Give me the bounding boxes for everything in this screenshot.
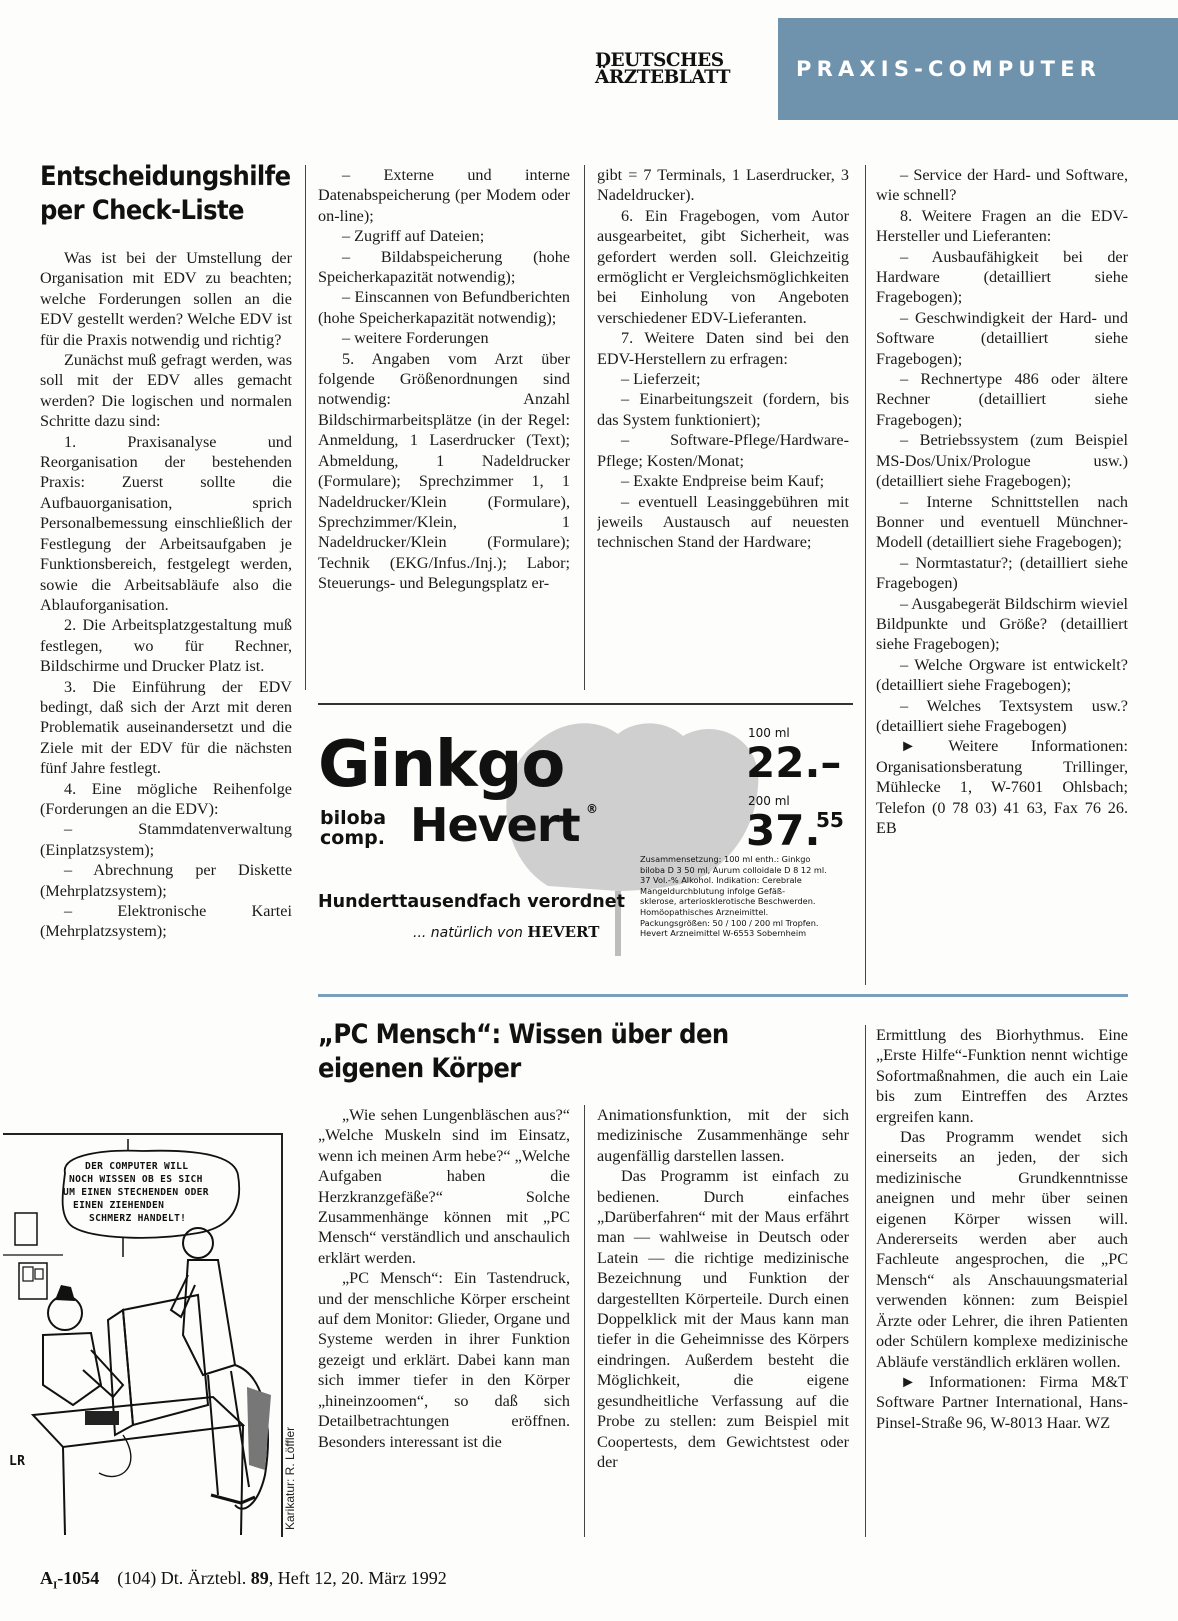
ad-tagline-brand: HEVERT <box>527 923 600 941</box>
ad-slogan: Hunderttausendfach verordnet <box>318 892 625 912</box>
paragraph: – Lieferzeit; <box>621 370 701 389</box>
masthead <box>595 52 763 86</box>
column-rule <box>865 1025 866 1537</box>
paragraph: – Abrechnung per Diskette (Mehrplatzsystem); <box>40 861 292 900</box>
paragraph: 8. Weitere Fragen an die EDV-Hersteller und Lieferanten: <box>876 206 1128 246</box>
speech-bubble-line: DER COMPUTER WILL <box>85 1161 189 1172</box>
paragraph: – Software-Pflege/Hardware-Pflege; Kosten/Monat; <box>597 431 849 470</box>
paragraph: 2. Die Arbeitsplatzgestaltung muß festlegen, wo für Rechner, Bildschirme und Drucker Platz ist. <box>40 616 292 676</box>
issue-date: , Heft 12, 20. März 1992 <box>268 1568 447 1588</box>
ad-size-100: 100 ml <box>748 726 790 740</box>
paragraph: – Normtastatur?; (detailliert siehe Fragebogen) <box>876 553 1128 593</box>
paragraph: – Betriebssystem (zum Beispiel MS-Dos/Unix/Prologue usw.) (detailliert siehe Fragebogen); <box>876 431 1128 491</box>
ad-brand-main: Ginkgo <box>318 728 565 802</box>
paragraph: ► Informationen: Firma M&T Software Partner International, Hans-Pinsel-Straße 96, W-8013 Haar. WZ <box>876 1372 1128 1432</box>
article-separator <box>318 994 1128 997</box>
paragraph: ► Weitere Informationen: Organisationsberatung Trillinger, Mühlecke 1, W-7601 Ohlsbach; Telefon (0 78 03) 41 63, Fax 76 26. EB <box>876 737 1128 837</box>
ad-price-200: 37. <box>746 806 821 855</box>
page-id-number: -1054 <box>57 1568 100 1588</box>
ad-top-rule <box>318 703 853 705</box>
paragraph: – Einarbeitungszeit (fordern, bis das System funktioniert); <box>597 390 849 429</box>
paragraph: Das Programm ist einfach zu bedienen. Durch einfaches „Darüberfahren“ mit der Maus erfährt man — wahlweise in Deutsch oder Latein — die richtige medizinische Bezeichnung und Funktion der dargestellten Körperteile. Durch einen Doppelklick mit der Maus kann man tiefer in die Geheimnisse des Körpers eindringen. Außerdem besteht die Möglichkeit, die eigene gesundheitliche Verfassung auf die Probe zu stellen: zum Beispiel mit Coopertests, dem Gewichtstest oder der <box>597 1167 849 1471</box>
paragraph: – Einscannen von Befundberichten (hohe Speicherkapazität notwendig); <box>318 288 570 327</box>
article1-headline-line-2: per Check-Liste <box>40 195 244 226</box>
paragraph: 7. Weitere Daten sind bei den EDV-Herstellern zu erfragen: <box>597 329 849 368</box>
ad-composition-line: Zusammensetzung: 100 ml enth.: Ginkgo <box>640 854 811 864</box>
paragraph: – Stammdatenverwaltung (Einplatzsystem); <box>40 820 292 859</box>
ad-composition-line: Mangeldurchblutung infolge Gefäß- <box>640 885 786 896</box>
paragraph: – Welches Textsystem usw.? (detailliert siehe Fragebogen) <box>876 696 1128 735</box>
speech-bubble-line: UM EINEN STECHENDEN ODER <box>63 1187 209 1198</box>
ad-price-100: 22.– <box>746 738 842 787</box>
ad-brand-sub-line-1: biloba <box>320 807 387 829</box>
paragraph: Das Programm wendet sich einerseits an jeden, der sich medizinische Grundkenntnisse aneignen und mehr über seinen eigenen Körper wissen will. Andererseits werden aber auch Fachleute angesprochen, die „PC Mensch“ als Anschauungsmaterial verwenden können: zum Beispiel Ärzte oder Lehrer, die ihren Patienten oder Schülern komplexe medizinische Abläufe verständlich erklären wollen. <box>876 1128 1128 1371</box>
paragraph: Zunächst muß gefragt werden, was soll mit der EDV alles gemacht werden? Die logischen und normalen Schritte dazu sind: <box>40 351 292 431</box>
speech-bubble-line: SCHMERZ HANDELT! <box>89 1213 187 1224</box>
paragraph: gibt = 7 Terminals, 1 Laserdrucker, 3 Nadeldrucker). <box>597 166 849 205</box>
paragraph: – Externe und interne Datenabspeicherung (per Modem oder on-line); <box>318 166 570 225</box>
paragraph: 3. Die Einführung der EDV bedingt, daß sich der Arzt mit deren Problematik auseinandersetzt und die Ziele mit der EDV für die nächsten fünf Jahre festlegt. <box>40 677 292 778</box>
ginkgo-advertisement <box>318 716 853 956</box>
article1-column-4 <box>876 165 1128 985</box>
section-label: PRAXIS-COMPUTER <box>796 57 1102 81</box>
page-number: (104) <box>117 1568 157 1588</box>
article1-column-1 <box>40 248 292 1108</box>
ad-price-200-cents: 55 <box>816 808 844 832</box>
speech-bubble-line: EINEN ZIEHENDEN <box>73 1200 165 1211</box>
journal-volume: 89 <box>250 1568 269 1588</box>
ad-composition-line: biloba D 3 50 ml, Aurum colloidale D 8 12 ml. <box>640 864 827 875</box>
ad-brand-sub-line-2: comp. <box>320 827 385 849</box>
paragraph: – Ausbaufähigkeit bei der Hardware (detailliert siehe Fragebogen); <box>876 247 1128 307</box>
column-rule <box>305 165 306 690</box>
paragraph: „Wie sehen Lungenbläschen aus?“ „Welche Muskeln sind im Einsatz, wenn ich meinen Arm hebe?“ „Welche Aufgaben haben die Herzkranzgefäße?“ Solche Zusammenhänge können mit „PC Mensch“ verständlich und anschaulich erklärt werden. <box>318 1106 570 1267</box>
paragraph: Was ist bei der Umstellung der Organisation mit EDV zu beachten; welche Forderungen sollen an die EDV gestellt werden? Welche EDV ist für die Praxis notwendig und richtig? <box>40 249 292 349</box>
paragraph: – Zugriff auf Dateien; <box>342 227 485 246</box>
paragraph: „PC Mensch“: Ein Tastendruck, und der menschliche Körper erscheint auf dem Monitor: Glieder, Organe und Systeme werden in ihrer Funktion gezeigt und erklärt. Dabei kann man sich immer tiefer in den Körper „hineinzoomen“, so daß sich Detailbetrachtungen eröffnen. Besonders interessant ist die <box>318 1269 570 1451</box>
paragraph: – Rechnertype 486 oder ältere Rechner (detailliert siehe Fragebogen); <box>876 370 1128 429</box>
article1-headline-line-1: Entscheidungshilfe <box>40 161 291 192</box>
paragraph: – eventuell Leasinggebühren mit jeweils Austausch auf neuesten technischen Stand der Hardware; <box>597 492 849 552</box>
page-id-sub: I <box>53 1579 58 1592</box>
ad-composition-line: Homöopathisches Arzneimittel. <box>640 906 769 917</box>
paragraph: – Service der Hard- und Software, wie schnell? <box>876 166 1128 205</box>
paragraph: – Welche Orgware ist entwickelt? (detailliert siehe Fragebogen); <box>876 655 1128 695</box>
paragraph: 6. Ein Fragebogen, vom Autor ausgearbeitet, gibt Sicherheit, was gefordert werden soll. Gleichzeitig ermöglicht er Vergleichsmöglichkeiten bei Einholung von Angeboten verschiedener EDV-Lieferanten. <box>597 206 849 327</box>
paragraph: – Elektronische Kartei (Mehrplatzsystem); <box>40 902 292 941</box>
article1-headline <box>40 160 300 228</box>
ad-registered-mark: ® <box>586 802 598 816</box>
paragraph: – Geschwindigkeit der Hard- und Software (detailliert siehe Fragebogen); <box>876 308 1128 368</box>
ad-brand-sub <box>320 808 386 848</box>
ad-composition-line: Hevert Arzneimittel W-6553 Sobernheim <box>640 928 807 939</box>
paragraph: Ermittlung des Biorhythmus. Eine „Erste Hilfe“-Funktion nennt wichtige Sofortmaßnahmen, die auch ein Laie bis zum Eintreffen des Arztes ergreifen kann. <box>876 1026 1128 1126</box>
article1-column-3 <box>597 165 849 690</box>
cartoon-credit: Karikatur: R. Löffler <box>283 1426 297 1530</box>
article1-column-2 <box>318 165 570 690</box>
paragraph: – Bildabspeicherung (hohe Speicherkapazität notwendig); <box>318 247 570 287</box>
ad-composition-line: 37 Vol.-% Alkohol. Indikation: Cerebrale <box>640 875 802 886</box>
ad-composition-line: sklerose, arteriosklerotische Beschwerden. <box>640 896 816 907</box>
article2-headline <box>318 1018 858 1086</box>
paragraph: 4. Eine mögliche Reihenfolge (Forderungen an die EDV): <box>40 779 292 818</box>
paragraph: – weitere Forderungen <box>342 329 489 348</box>
page-id-letter: A <box>40 1568 53 1588</box>
paragraph: – Exakte Endpreise beim Kauf; <box>621 472 825 491</box>
ad-composition <box>640 854 850 939</box>
cartoon-drawing <box>3 1135 281 1537</box>
column-rule <box>584 165 585 690</box>
masthead-line-1: DEUTSCHES <box>595 50 724 71</box>
ad-size-200: 200 ml <box>748 794 790 808</box>
paragraph: Animationsfunktion, mit der sich medizinische Zusammenhänge sehr augenfällig darstellen lassen. <box>597 1106 849 1165</box>
paragraph: 5. Angaben vom Arzt über folgende Größenordnungen sind notwendig: Anzahl Bildschirmarbeitsplätze (in der Regel: Anmeldung, 1 Laserdrucker (Text); Abmeldung, 1 Nadeldrucker (Formulare); Sprechzimmer 1, 1 Nadeldrucker/Klein (Formulare), Sprechzimmer/Klein, 1 Nadeldrucker/Klein (Formulare); Technik (EKG/Infus./Inj.); Labor; Steuerungs- und Belegungsplatz er- <box>318 349 570 593</box>
paragraph: – Interne Schnittstellen nach Bonner und eventuell Münchner-Modell (detailliert siehe Fragebogen); <box>876 492 1128 552</box>
article2-column-3 <box>597 1105 849 1537</box>
cartoon <box>3 1133 283 1537</box>
page-id <box>40 1568 100 1592</box>
page-footer <box>40 1568 447 1592</box>
paragraph: 1. Praxisanalyse und Reorganisation der bestehenden Praxis: Zuerst sollte die Aufbauorganisation, sprich Personalbemessung einschließlich der Festlegung der Arbeitsaufgaben je Funktionsbereich, festgelegt werden, sowie die Arbeitsabläufe also die Ablauforganisation. <box>40 432 292 614</box>
ad-tagline-prefix: ... natürlich von <box>413 925 523 941</box>
cartoon-signature: LR <box>9 1454 26 1469</box>
column-rule <box>584 1105 585 1537</box>
journal-name: Dt. Ärztebl. <box>160 1568 247 1588</box>
ad-brand-maker: Hevert <box>410 798 580 852</box>
article2-column-4 <box>876 1025 1128 1537</box>
ad-composition-line: Packungsgrößen: 50 / 100 / 200 ml Tropfen. <box>640 917 819 928</box>
column-rule <box>865 165 866 985</box>
speech-bubble-line: NOCH WISSEN OB ES SICH <box>69 1174 203 1185</box>
ad-tagline <box>413 923 599 941</box>
article2-headline-line-2: eigenen Körper <box>318 1053 521 1084</box>
masthead-line-2: ÄRZTEBLATT <box>595 67 730 88</box>
article2-headline-line-1: „PC Mensch“: Wissen über den <box>318 1019 729 1050</box>
article2-column-2 <box>318 1105 570 1537</box>
paragraph: – Ausgabegerät Bildschirm wieviel Bildpunkte und Größe? (detailliert siehe Fragebogen); <box>876 594 1128 654</box>
